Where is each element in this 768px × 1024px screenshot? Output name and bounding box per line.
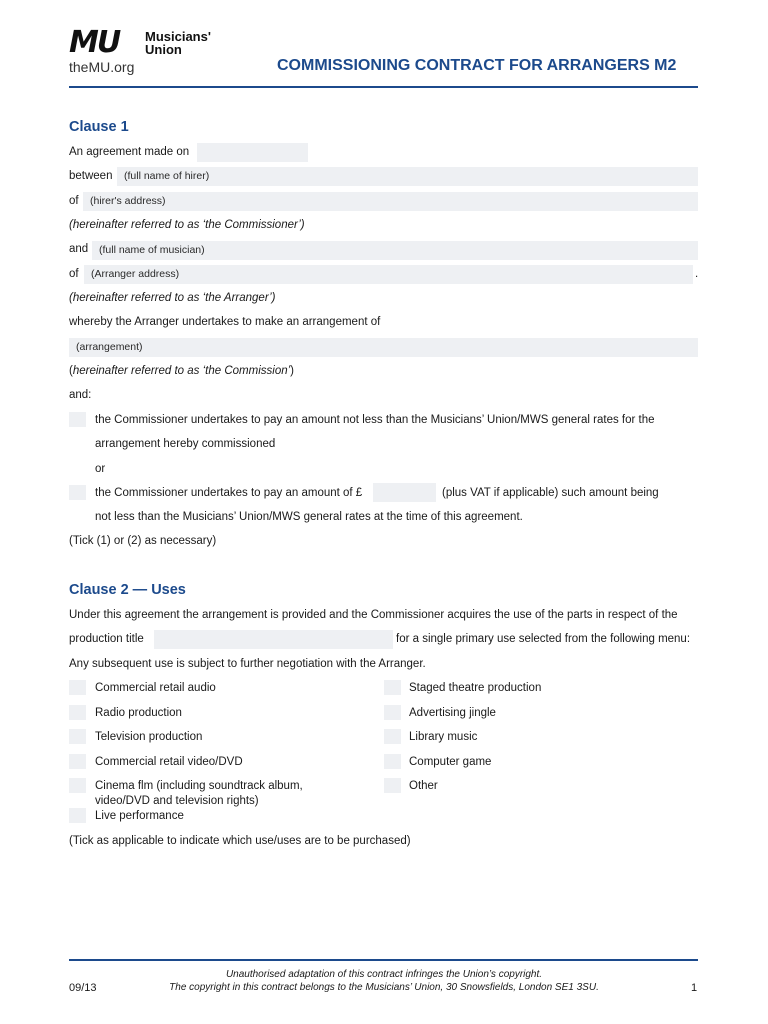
- option1-checkbox[interactable]: [69, 412, 86, 427]
- document-title: COMMISSIONING CONTRACT FOR ARRANGERS M2: [277, 57, 677, 74]
- agreement-date-field[interactable]: [197, 143, 308, 162]
- logo-name-line2: Union: [145, 42, 182, 57]
- agreement-label: An agreement made on: [69, 146, 190, 158]
- clause1-tick-note: (Tick (1) or (2) as necessary): [69, 535, 217, 547]
- use-label-video-dvd: Commercial retail video/DVD: [95, 756, 243, 768]
- of-label-2: of: [69, 268, 79, 280]
- use-label-cinema: Cinema flm (including soundtrack album,: [95, 780, 303, 792]
- use-checkbox-radio[interactable]: [69, 705, 86, 720]
- between-label: between: [69, 170, 113, 182]
- production-title-field[interactable]: [154, 630, 393, 649]
- use-checkbox-commercial-audio[interactable]: [69, 680, 86, 695]
- use-label-radio: Radio production: [95, 707, 182, 719]
- use-checkbox-cinema[interactable]: [69, 778, 86, 793]
- option2-checkbox[interactable]: [69, 485, 86, 500]
- clause1-heading: Clause 1: [69, 119, 129, 135]
- option1-line1: the Commissioner undertakes to pay an amount not less than the Musicians’ Union/MWS general rates for the: [95, 414, 655, 426]
- use-checkbox-library[interactable]: [384, 729, 401, 744]
- commission-note-open: (: [69, 365, 73, 377]
- musician-name-field[interactable]: (full name of musician): [92, 241, 698, 260]
- use-checkbox-computer-game[interactable]: [384, 754, 401, 769]
- header-rule: [69, 86, 698, 88]
- arrangement-field[interactable]: (arrangement): [69, 338, 698, 357]
- footer-page-number: 1: [691, 982, 698, 994]
- and-colon: and:: [69, 389, 92, 401]
- subsequent-use-note: Any subsequent use is subject to further negotiation with the Arranger.: [69, 658, 426, 670]
- hirer-address-field[interactable]: (hirer's address): [83, 192, 698, 211]
- use-checkbox-live[interactable]: [69, 808, 86, 823]
- use-label-theatre: Staged theatre production: [409, 682, 542, 694]
- option2-amount-field[interactable]: [373, 483, 436, 502]
- use-checkbox-theatre[interactable]: [384, 680, 401, 695]
- clause2-heading: Clause 2 — Uses: [69, 582, 186, 598]
- use-checkbox-jingle[interactable]: [384, 705, 401, 720]
- clause2-tick-note: (Tick as applicable to indicate which use/uses are to be purchased): [69, 835, 411, 847]
- website-link[interactable]: theMU.org: [69, 59, 135, 75]
- commission-note-italic: hereinafter referred to as ‘the Commission’: [72, 365, 291, 377]
- use-label-live: Live performance: [95, 810, 184, 822]
- commission-note: [69, 364, 294, 379]
- logo-name-line1: Musicians': [145, 29, 211, 44]
- whereby-text: whereby the Arranger undertakes to make an arrangement of: [69, 316, 381, 328]
- footer-notice-line2: The copyright in this contract belongs to the Musicians’ Union, 30 Snowsfields, London SE1 3SU.: [169, 982, 599, 993]
- use-checkbox-other[interactable]: [384, 778, 401, 793]
- commission-note-close: ): [290, 365, 295, 377]
- clause2-intro-line2-suffix: for a single primary use selected from the following menu:: [396, 633, 691, 645]
- option2-prefix: the Commissioner undertakes to pay an amount of £: [95, 487, 363, 499]
- mu-logo-mark: MU: [69, 25, 120, 60]
- use-label-computer-game: Computer game: [409, 756, 492, 768]
- use-label-other: Other: [409, 780, 438, 792]
- clause2-intro-line1: Under this agreement the arrangement is provided and the Commissioner acquires the use of the parts in respect of the: [69, 609, 678, 621]
- of-label-1: of: [69, 195, 79, 207]
- header: [0, 0, 768, 92]
- use-checkbox-video-dvd[interactable]: [69, 754, 86, 769]
- use-label-television: Television production: [95, 731, 203, 743]
- footer-rule: [69, 959, 698, 961]
- or-label: or: [95, 463, 106, 475]
- footer-notice-line1: Unauthorised adaptation of this contract infringes the Union’s copyright.: [225, 969, 543, 980]
- use-label-commercial-audio: Commercial retail audio: [95, 682, 216, 694]
- use-label-library: Library music: [409, 731, 478, 743]
- footer-date-code: 09/13: [69, 982, 97, 994]
- use-label-jingle: Advertising jingle: [409, 707, 496, 719]
- commissioner-note: (hereinafter referred to as ‘the Commissioner’): [69, 219, 305, 231]
- arranger-note: (hereinafter referred to as ‘the Arranger’): [69, 292, 276, 304]
- hirer-name-field[interactable]: (full name of hirer): [117, 167, 698, 186]
- option2-line2: not less than the Musicians’ Union/MWS general rates at the time of this agreement.: [95, 511, 523, 523]
- production-title-label: production title: [69, 633, 144, 645]
- option1-line2: arrangement hereby commissioned: [95, 438, 276, 450]
- arranger-address-field[interactable]: (Arranger address): [84, 265, 693, 284]
- option2-suffix: (plus VAT if applicable) such amount being: [442, 487, 659, 499]
- use-label-cinema-line2: video/DVD and television rights): [95, 795, 259, 807]
- use-checkbox-television[interactable]: [69, 729, 86, 744]
- trailing-dot: .: [695, 268, 699, 280]
- and-label: and: [69, 243, 89, 255]
